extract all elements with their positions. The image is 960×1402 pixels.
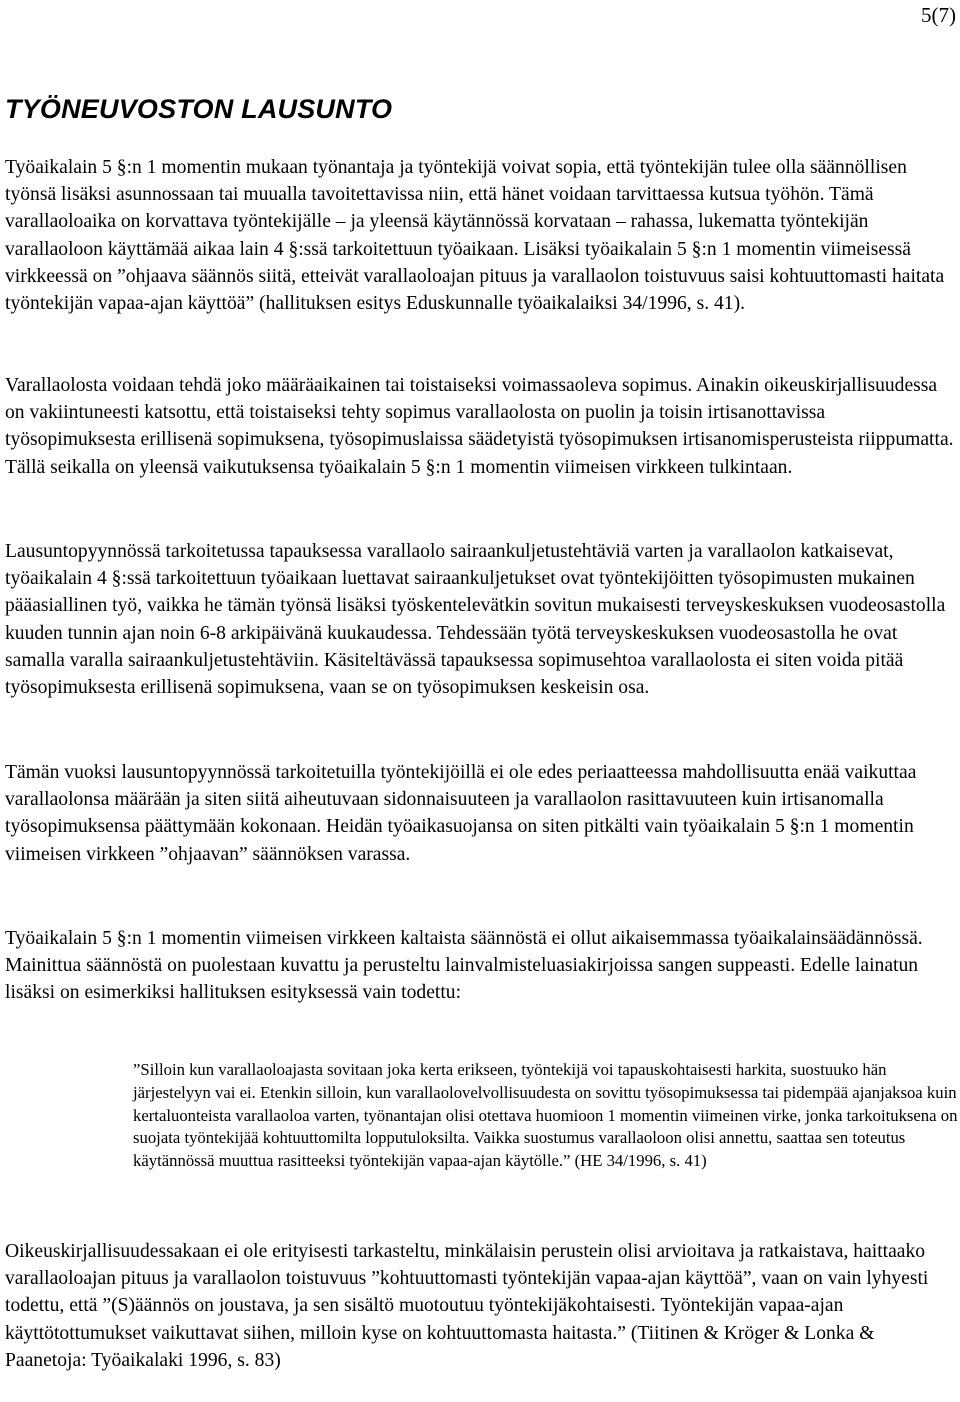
paragraph-6: Oikeuskirjallisuudessakaan ei ole erityisesti tarkasteltu, minkälaisin perustein olisi arvioitava ja ratkaistava, haittaako varallaoloajan pituus ja varallaolon toistuvuus ”kohtuuttomasti työntekijän vapaa-ajan käyttöä”, vaan on vain lyhyesti todettu, että ”(S)äännös on joustava, ja sen sisältö muotoutuu työntekijäkohtaisesti. Työntekijän vapaa-ajan käyttötottumukset vaikuttavat siihen, milloin kyse on kohtuuttomasta haitasta.” (Tiitinen & Kröger & Lonka & Paanetoja: Työaikalaki 1996, s. 83) [5, 1241, 929, 1371]
paragraph-2: Varallaolosta voidaan tehdä joko määräaikainen tai toistaiseksi voimassaoleva sopimus. Ainakin oikeuskirjallisuudessa on vakiintuneesti katsottu, että toistaiseksi tehty sopimus varallaolosta on puolin ja toisin irtisanottavissa työsopimuksesta erillisenä sopimuksena, työsopimuslaissa säädetyistä työsopimuksen irtisanomisperusteista riippumatta. Tällä seikalla on yleensä vaikutuksensa työaikalain 5 §:n 1 momentin viimeisen virkkeen tulkintaan. [5, 375, 954, 478]
paragraph-4: Tämän vuoksi lausuntopyynnössä tarkoitetuilla työntekijöillä ei ole edes periaatteessa mahdollisuutta enää vaikuttaa varallaolonsa määrään ja siten siitä aiheutuvaan sidonnaisuuteen ja varallaolon rasittavuuteen kuin irtisanomalla työsopimuksensa päättymään kokonaan. Heidän työaikasuojansa on siten pitkälti vain työaikalain 5 §:n 1 momentin viimeisen virkkeen ”ohjaavan” säännöksen varassa. [5, 762, 917, 865]
block-quote: ”Silloin kun varallaoloajasta sovitaan joka kerta erikseen, työntekijä voi tapauskohtaisesti harkita, suostuuko hän järjestelyyn vai ei. Etenkin silloin, kun varallaolovelvollisuudesta on sovittu työsopimuksessa tai pidempää ajanjaksoa kuin kertaluonteista varallaoloa varten, työnantajan olisi otettava huomioon 1 momentin viimeinen virke, jonka tarkoituksena on suojata työntekijää kohtuuttomilta lopputuloksilta. Vaikka suostumus varallaoloon olisi annettu, saattaa sen toteutus käytännössä muuttua rasitteeksi työntekijän vapaa-ajan käytölle.” (HE 34/1996, s. 41) [133, 1060, 958, 1171]
paragraph-1: Työaikalain 5 §:n 1 momentin mukaan työnantaja ja työntekijä voivat sopia, että työntekijän tulee olla säännöllisen työnsä lisäksi asunnossaan tai muualla tavoitettavissa niin, että hänet voidaan tarvittaessa kutsua työhön. Tämä varallaoloaika on korvattava työntekijälle – ja yleensä käytännössä korvataan – rahassa, lukematta työntekijän varallaoloon käyttämää aikaa lain 4 §:ssä tarkoitettuun työaikaan. Lisäksi työaikalain 5 §:n 1 momentin viimeisessä virkkeessä on ”ohjaava säännös siitä, etteivät varallaoloajan pituus ja varallaolon toistuvuus saisi kohtuuttomasti haitata työntekijän vapaa-ajan käyttöä” (hallituksen esitys Eduskunnalle työaikalaiksi 34/1996, s. 41). [5, 157, 945, 315]
paragraph-3: Lausuntopyynnössä tarkoitetussa tapauksessa varallaolo sairaankuljetustehtäviä varten ja varallaolon katkaisevat, työaikalain 4 §:ssä tarkoitettuun työaikaan luettavat sairaankuljetukset ovat työntekijöitten työsopimusten mukainen pääasiallinen työ, vaikka he tämän työnsä lisäksi työskentelevätkin sovitun mukaisesti terveyskeskuksen vuodeosastolla kuuden tunnin ajan noin 6-8 arkipäivänä kuukaudessa. Tehdessään työtä terveyskeskuksen vuodeosastolla he ovat samalla varalla sairaankuljetustehtäviin. Käsiteltävässä tapauksessa sopimusehtoa varallaolosta ei siten voida pitää työsopimuksesta erillisenä sopimuksena, vaan se on työsopimuksen keskeisin osa. [5, 541, 946, 699]
document-heading: TYÖNEUVOSTON LAUSUNTO [5, 94, 393, 124]
page-number: 5(7) [921, 3, 956, 27]
paragraph-5: Työaikalain 5 §:n 1 momentin viimeisen virkkeen kaltaista säännöstä ei ollut aikaisemmassa työaikalainsäädännössä. Mainittua säännöstä on puolestaan kuvattu ja perusteltu lainvalmisteluasiakirjoissa sangen suppeasti. Edelle lainatun lisäksi on esimerkiksi hallituksen esityksessä vain todettu: [5, 928, 923, 1004]
